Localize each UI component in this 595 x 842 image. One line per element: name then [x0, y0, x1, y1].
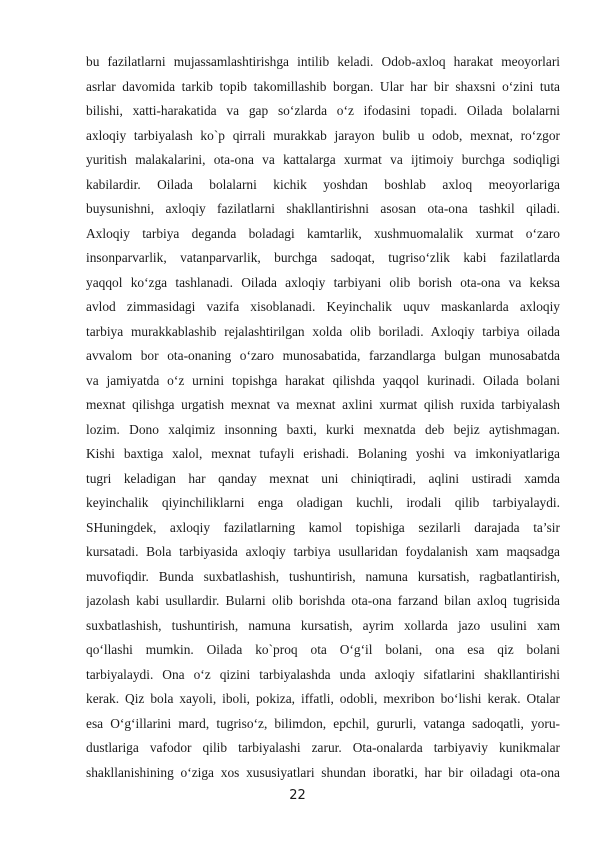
- text-line: kabilardir. Oilada bolalarni kichik yoshdan boshlab axloq meoyorlariga: [86, 176, 560, 192]
- text-line: avlod zimmasidagi vazifa xisoblanadi. Keyinchalik uquv maskanlarda axloqiy: [86, 299, 560, 314]
- text-line: Axloqiy tarbiya deganda boladagi kamtarlik, xushmuomalalik xurmat o‘zaro: [86, 225, 560, 241]
- text-line: tarbiyalaydi. Ona o‘z qizini tarbiyalashda unda axloqiy sifatlarini shakllantirishi: [86, 666, 560, 682]
- text-line: insonparvarlik, vatanparvarlik, burchga sadoqat, tugriso‘zlik kabi fazilatlarda: [86, 250, 560, 265]
- text-line: dustlariga vafodor qilib tarbiyalashi zarur. Ota-onalarda tarbiyaviy kunikmalar: [86, 740, 560, 755]
- text-line: yaqqol ko‘zga tashlanadi. Oilada axloqiy tarbiyani olib borish ota-ona va keksa: [86, 274, 560, 290]
- text-line: bu fazilatlarni mujassamlashtirishga intilib keladi. Odob-axloq harakat meoyorlari: [86, 54, 560, 69]
- text-line: shakllanishining o‘ziga xos xususiyatlari shundan iboratki, har bir oiladagi ota-ona: [86, 764, 560, 780]
- text-line: va jamiyatda o‘z urnini topishga harakat qilishda yaqqol kurinadi. Oilada bolani: [86, 372, 560, 388]
- text-line: esa O‘g‘illarini mard, tugriso‘z, bilimdon, epchil, gururli, vatanga sadoqatli, yoru-: [86, 715, 560, 731]
- text-line: qo‘llashi mumkin. Oilada ko`proq ota O‘g‘il bolani, ona esa qiz bolani: [86, 642, 560, 657]
- text-line: jazolash kabi usullardir. Bularni olib borishda ota-ona farzand bilan axloq tugrisida: [86, 593, 560, 608]
- text-line: kerak. Qiz bola xayoli, iboli, pokiza, iffatli, odobli, mexribon bo‘lishi kerak. Otalar: [86, 691, 560, 706]
- page-number: 22: [289, 788, 306, 803]
- text-line: keyinchalik qiyinchiliklarni enga oladigan kuchli, irodali qilib tarbiyalaydi.: [86, 495, 560, 510]
- text-line: asrlar davomida tarkib topib takomillashib borgan. Ular har bir shaxsni o‘zini tuta: [86, 78, 560, 94]
- text-line: tarbiya murakkablashib rejalashtirilgan xolda olib boriladi. Axloqiy tarbiya oilada: [86, 323, 560, 339]
- text-line: avvalom bor ota-onaning o‘zaro munosabatida, farzandlarga bulgan munosabatda: [86, 348, 560, 363]
- text-line: axloqiy tarbiyalash ko`p qirrali murakkab jarayon bulib u odob, mexnat, ro‘zgor: [86, 127, 560, 143]
- body-text: [86, 50, 560, 785]
- text-line: Kishi baxtiga xalol, mexnat tufayli erishadi. Bolaning yoshi va imkoniyatlariga: [86, 446, 560, 461]
- text-line: lozim. Dono xalqimiz insonning baxti, kurki mexnatda deb bejiz aytishmagan.: [86, 421, 560, 437]
- text-line: bilishi, xatti-harakatida va gap so‘zlarda o‘z ifodasini topadi. Oilada bolalarni: [86, 103, 560, 118]
- text-line: kursatadi. Bola tarbiyasida axloqiy tarbiya usullaridan foydalanish xam maqsadga: [86, 544, 560, 559]
- text-line: suxbatlashish, tushuntirish, namuna kursatish, ayrim xollarda jazo usulini xam: [86, 617, 560, 633]
- text-line: mexnat qilishga urgatish mexnat va mexnat axlini xurmat qilish ruxida tarbiyalash: [86, 397, 560, 412]
- text-line: buysunishni, axloqiy fazilatlarni shakllantirishni asosan ota-ona tashkil qiladi.: [86, 201, 560, 216]
- text-line: tugri keladigan har qanday mexnat uni chiniqtiradi, aqlini ustiradi xamda: [86, 470, 560, 486]
- text-line: yuritish malakalarini, ota-ona va kattalarga xurmat va ijtimoiy burchga sodiqligi: [86, 152, 560, 167]
- text-line: muvofiqdir. Bunda suxbatlashish, tushuntirish, namuna kursatish, ragbatlantirish,: [86, 568, 560, 584]
- text-line: SHuningdek, axloqiy fazilatlarning kamol topishiga sezilarli darajada ta’sir: [86, 519, 560, 535]
